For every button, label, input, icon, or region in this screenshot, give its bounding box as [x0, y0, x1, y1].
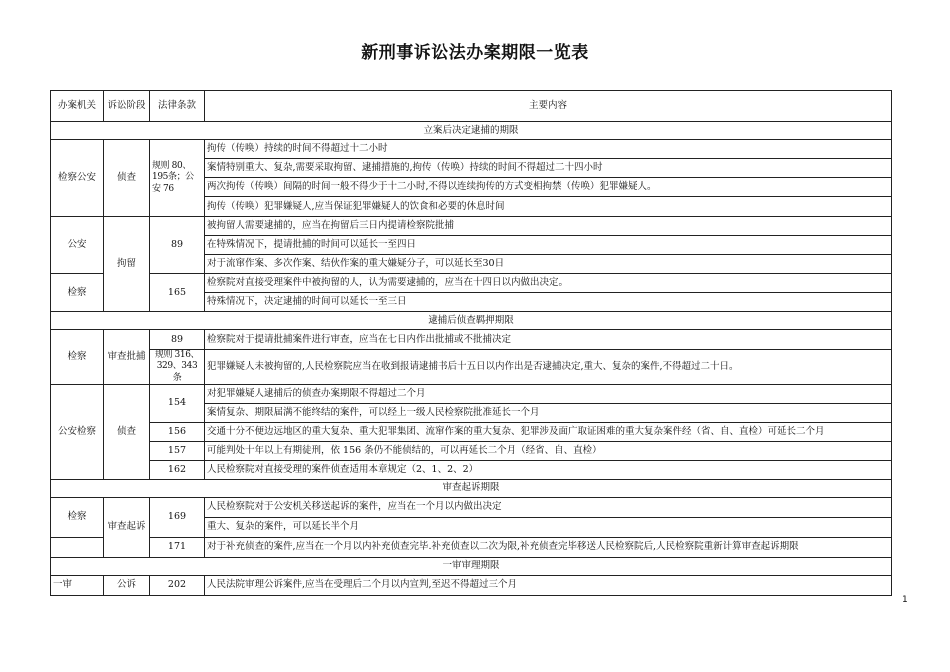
content-cell: 在特殊情况下，提请批捕的时间可以延长一至四日 [205, 236, 892, 255]
content-cell: 被拘留人需要逮捕的，应当在拘留后三日内提请检察院批捕 [205, 217, 892, 236]
law-cell: 规则 316、329、343 条 [150, 350, 205, 385]
content-cell: 检察院对直接受理案件中被拘留的人，认为需要逮捕的，应当在十四日以内做出决定。 [205, 274, 892, 293]
law-cell: 规则 80、195条；公安 76 [150, 140, 205, 217]
content-cell: 两次拘传（传唤）间隔的时间一般不得少于十二小时,不得以连续拘传的方式变相拘禁（传唤）犯罪嫌疑人。 [205, 178, 892, 197]
law-cell: 157 [150, 441, 205, 460]
content-cell: 人民法院审理公诉案件,应当在受理后二个月以内宣判,至迟不得超过三个月 [205, 575, 892, 595]
law-cell: 169 [150, 497, 205, 537]
header-stage: 诉讼阶段 [104, 91, 150, 122]
agency-cell [51, 537, 104, 557]
content-cell: 检察院对于提请批捕案件进行审查，应当在七日内作出批捕或不批捕决定 [205, 330, 892, 350]
agency-cell: 公安 [51, 217, 104, 274]
stage-cell: 侦查 [104, 384, 150, 479]
stage-cell: 公诉 [104, 575, 150, 595]
section-header: 立案后决定逮捕的期限 [51, 122, 892, 140]
content-cell: 人民检察院对直接受理的案件侦查适用本章规定（2、1、2、2） [205, 460, 892, 479]
section-header: 审查起诉期限 [51, 479, 892, 497]
agency-cell: 一审 [51, 575, 104, 595]
content-cell: 交通十分不便边远地区的重大复杂、重大犯罪集团、流窜作案的重大复杂、犯罪涉及面广取证困难的重大复杂案件经（省、自、直检）可延长二个月 [205, 422, 892, 441]
stage-cell: 拘留 [104, 217, 150, 312]
section-header: 一审审理期限 [51, 557, 892, 575]
content-cell: 对犯罪嫌疑人逮捕后的侦查办案期限不得超过二个月 [205, 384, 892, 403]
agency-cell: 检察公安 [51, 140, 104, 217]
header-law: 法律条款 [150, 91, 205, 122]
content-cell: 拘传（传唤）持续的时间不得超过十二小时 [205, 140, 892, 159]
header-agency: 办案机关 [51, 91, 104, 122]
page-title: 新刑事诉讼法办案期限一览表 [361, 43, 589, 63]
stage-cell: 审查批捕 [104, 330, 150, 385]
stage-cell: 审查起诉 [104, 497, 150, 557]
agency-cell: 公安检察 [51, 384, 104, 479]
content-cell: 特殊情况下，决定逮捕的时间可以延长一至三日 [205, 293, 892, 312]
header-content: 主要内容 [205, 91, 892, 122]
law-cell: 165 [150, 274, 205, 312]
stage-cell: 侦查 [104, 140, 150, 217]
law-cell: 89 [150, 330, 205, 350]
content-cell: 对于补充侦查的案件,应当在一个月以内补充侦查完毕.补充侦查以二次为限,补充侦查完毕移送人民检察院后,人民检察院重新计算审查起诉期限 [205, 537, 892, 557]
content-cell: 拘传（传唤）犯罪嫌疑人,应当保证犯罪嫌疑人的饮食和必要的休息时间 [205, 197, 892, 217]
content-cell: 人民检察院对于公安机关移送起诉的案件，应当在一个月以内做出决定 [205, 497, 892, 517]
agency-cell: 检察 [51, 330, 104, 385]
content-cell: 对于流窜作案、多次作案、结伙作案的重大嫌疑分子，可以延长至30日 [205, 255, 892, 274]
content-cell: 案情特别重大、复杂,需要采取拘留、逮捕措施的,拘传（传唤）持续的时间不得超过二十四小时 [205, 159, 892, 178]
law-cell: 156 [150, 422, 205, 441]
content-cell: 案情复杂、期限届满不能终结的案件，可以经上一级人民检察院批准延长一个月 [205, 403, 892, 422]
page-number: 1 [902, 595, 908, 605]
law-cell: 171 [150, 537, 205, 557]
content-cell: 犯罪嫌疑人未被拘留的,人民检察院应当在收到报请逮捕书后十五日以内作出是否逮捕决定,重大、复杂的案件,不得超过二十日。 [205, 350, 892, 385]
law-cell: 89 [150, 217, 205, 274]
law-cell: 162 [150, 460, 205, 479]
section-header: 逮捕后侦查羁押期限 [51, 312, 892, 330]
law-cell: 154 [150, 384, 205, 422]
content-cell: 重大、复杂的案件，可以延长半个月 [205, 517, 892, 537]
content-cell: 可能判处十年以上有期徒刑，依 156 条仍不能侦结的，可以再延长二个月（经省、自、直检） [205, 441, 892, 460]
deadline-table [50, 90, 892, 596]
agency-cell: 检察 [51, 497, 104, 537]
agency-cell: 检察 [51, 274, 104, 312]
law-cell: 202 [150, 575, 205, 595]
